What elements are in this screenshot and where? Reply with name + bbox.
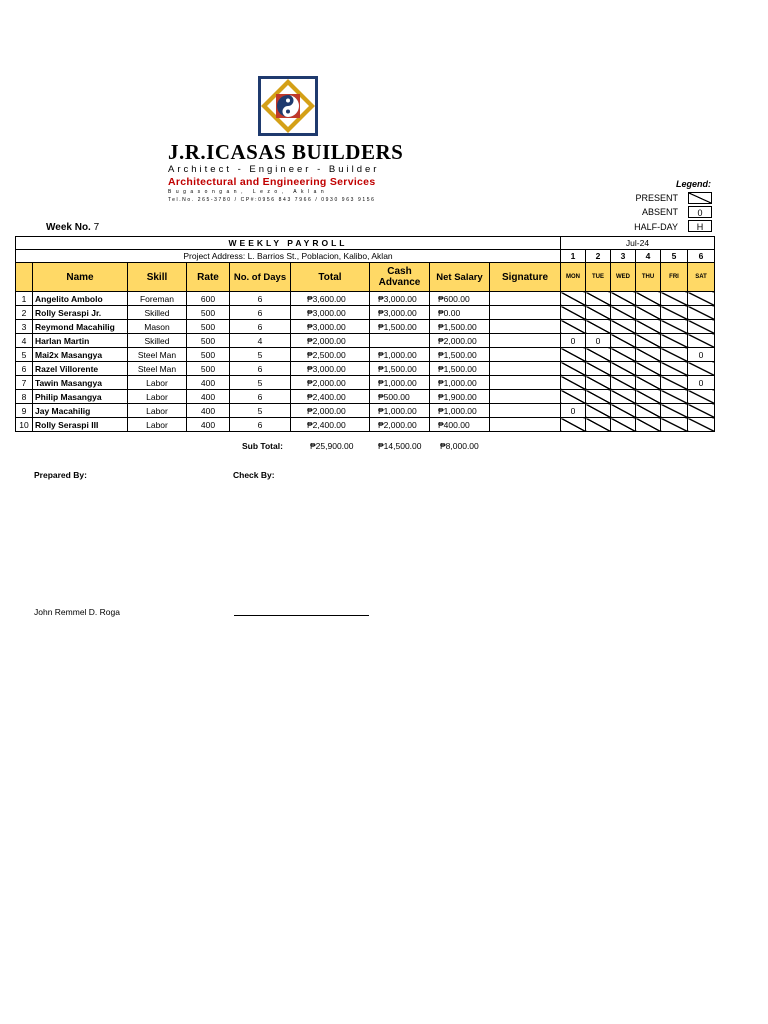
employee-rate: 500 [187,348,230,362]
employee-cash-advance: ₱3,000.00 [370,292,430,306]
company-address: Bugasongan, Lezo, Aklan [168,189,329,195]
table-row [16,334,715,348]
employee-skill: Labor [128,376,187,390]
payroll-table [15,236,715,432]
employee-name: Reymond Macahilig [33,320,128,334]
company-contact: Tel.No. 265-3780 / CP#:0956 843 7966 / 0930 963 9156 [168,197,376,203]
employee-skill: Labor [128,390,187,404]
attendance-cell [611,404,636,418]
employee-days: 6 [230,418,291,432]
employee-days: 6 [230,362,291,376]
row-number: 6 [16,362,33,376]
employee-cash-advance: ₱3,000.00 [370,306,430,320]
employee-days: 5 [230,376,291,390]
employee-rate: 400 [187,404,230,418]
header-day-tue: TUE [586,263,611,292]
attendance-cell [561,292,586,306]
day-number: 1 [561,250,586,263]
header-day-sat: SAT [688,263,715,292]
employee-signature [490,292,561,306]
attendance-cell [636,404,661,418]
attendance-cell [636,306,661,320]
employee-signature [490,320,561,334]
row-number: 3 [16,320,33,334]
legend-present-label: PRESENT [635,193,678,203]
attendance-cell: 0 [561,334,586,348]
day-number: 3 [611,250,636,263]
employee-total: ₱3,600.00 [291,292,370,306]
row-number: 2 [16,306,33,320]
attendance-cell [561,362,586,376]
header-day-thu: THU [636,263,661,292]
row-number: 10 [16,418,33,432]
row-number: 8 [16,390,33,404]
attendance-cell [661,292,688,306]
attendance-cell [661,320,688,334]
employee-cash-advance: ₱1,000.00 [370,404,430,418]
attendance-cell [611,390,636,404]
attendance-cell: 0 [688,376,715,390]
attendance-cell [611,292,636,306]
employee-net-salary: ₱1,500.00 [430,362,490,376]
attendance-cell [636,348,661,362]
employee-days: 4 [230,334,291,348]
week-value: 7 [93,222,100,233]
header-days: No. of Days [230,263,291,292]
legend-present-mark [688,192,712,204]
employee-net-salary: ₱1,000.00 [430,376,490,390]
employee-days: 6 [230,306,291,320]
employee-signature [490,390,561,404]
day-number: 4 [636,250,661,263]
employee-skill: Skilled [128,306,187,320]
employee-rate: 500 [187,334,230,348]
employee-rate: 400 [187,390,230,404]
employee-signature [490,306,561,320]
attendance-cell [636,418,661,432]
row-number: 7 [16,376,33,390]
row-number: 4 [16,334,33,348]
day-number: 2 [586,250,611,263]
employee-total: ₱3,000.00 [291,362,370,376]
employee-days: 5 [230,404,291,418]
employee-rate: 600 [187,292,230,306]
attendance-cell [688,390,715,404]
attendance-cell [636,362,661,376]
attendance-cell [636,320,661,334]
header-day-fri: FRI [661,263,688,292]
attendance-cell [611,418,636,432]
employee-name: Rolly Seraspi III [33,418,128,432]
employee-net-salary: ₱0.00 [430,306,490,320]
table-row [16,292,715,306]
employee-total: ₱3,000.00 [291,306,370,320]
attendance-cell [561,418,586,432]
employee-days: 6 [230,390,291,404]
attendance-cell [586,362,611,376]
payroll-rows [16,292,715,432]
attendance-cell: 0 [688,348,715,362]
header-cash-advance: Cash Advance [370,263,430,292]
subtotal-advance: ₱14,500.00 [378,441,422,451]
attendance-cell [586,376,611,390]
employee-rate: 500 [187,306,230,320]
header-name: Name [33,263,128,292]
day-number: 6 [688,250,715,263]
employee-cash-advance: ₱2,000.00 [370,418,430,432]
employee-name: Jay Macahilig [33,404,128,418]
header-rate: Rate [187,263,230,292]
table-row [16,306,715,320]
employee-cash-advance: ₱1,500.00 [370,320,430,334]
employee-cash-advance: ₱1,000.00 [370,348,430,362]
attendance-cell [586,306,611,320]
employee-total: ₱2,000.00 [291,404,370,418]
employee-name: Angelito Ambolo [33,292,128,306]
row-number: 9 [16,404,33,418]
header-total: Total [291,263,370,292]
employee-net-salary: ₱600.00 [430,292,490,306]
attendance-cell [661,390,688,404]
attendance-cell [561,390,586,404]
legend-title: Legend: [676,179,711,189]
employee-signature [490,376,561,390]
employee-name: Rolly Seraspi Jr. [33,306,128,320]
attendance-cell [688,320,715,334]
attendance-cell [688,418,715,432]
attendance-cell [611,362,636,376]
table-row [16,376,715,390]
table-row [16,418,715,432]
employee-signature [490,418,561,432]
legend-halfday-label: HALF-DAY [634,222,678,232]
attendance-cell [586,404,611,418]
attendance-cell [636,390,661,404]
attendance-cell [636,376,661,390]
preparer-name: John Remmel D. Roga [34,607,120,617]
header-day-wed: WED [611,263,636,292]
header-skill: Skill [128,263,187,292]
company-logo-icon [258,76,318,136]
day-number: 5 [661,250,688,263]
legend-absent-label: ABSENT [641,207,678,217]
attendance-cell [688,292,715,306]
header-net-salary: Net Salary [430,263,490,292]
legend-absent-mark: 0 [688,206,712,218]
attendance-cell [586,348,611,362]
check-by-label: Check By: [233,470,275,480]
employee-signature [490,404,561,418]
attendance-cell [636,334,661,348]
week-number [46,222,99,233]
employee-total: ₱2,400.00 [291,418,370,432]
attendance-cell [611,306,636,320]
company-tagline: Architect - Engineer - Builder [168,164,380,175]
attendance-cell: 0 [586,334,611,348]
company-header [168,140,413,204]
row-number: 1 [16,292,33,306]
attendance-cell [636,292,661,306]
company-name: J.R.ICASAS BUILDERS [168,140,404,164]
employee-cash-advance [370,334,430,348]
legend-halfday-mark: H [688,220,712,232]
attendance-cell [688,334,715,348]
attendance-cell [611,334,636,348]
header-day-mon: MON [561,263,586,292]
employee-skill: Steel Man [128,348,187,362]
employee-total: ₱2,500.00 [291,348,370,362]
employee-net-salary: ₱1,500.00 [430,320,490,334]
employee-rate: 500 [187,320,230,334]
attendance-cell [561,320,586,334]
employee-net-salary: ₱1,500.00 [430,348,490,362]
table-row [16,320,715,334]
attendance-cell [611,348,636,362]
table-row [16,348,715,362]
payroll-month: Jul-24 [561,237,715,250]
employee-skill: Foreman [128,292,187,306]
employee-total: ₱2,000.00 [291,334,370,348]
row-number: 5 [16,348,33,362]
attendance-cell [661,418,688,432]
project-address: Project Address: L. Barrios St., Poblacion, Kalibo, Aklan [16,250,561,263]
subtotal-total: ₱25,900.00 [310,441,354,451]
attendance-cell [586,320,611,334]
employee-rate: 400 [187,418,230,432]
employee-total: ₱2,000.00 [291,376,370,390]
employee-net-salary: ₱1,900.00 [430,390,490,404]
table-row [16,390,715,404]
employee-name: Philip Masangya [33,390,128,404]
checker-signature-line [234,615,369,616]
subtotal-net: ₱8,000.00 [440,441,479,451]
header-no [16,263,33,292]
attendance-cell [586,390,611,404]
employee-cash-advance: ₱1,500.00 [370,362,430,376]
attendance-cell [661,362,688,376]
attendance-cell [688,362,715,376]
employee-total: ₱3,000.00 [291,320,370,334]
attendance-cell [611,320,636,334]
attendance-cell [561,348,586,362]
employee-cash-advance: ₱500.00 [370,390,430,404]
employee-days: 6 [230,320,291,334]
table-row [16,362,715,376]
employee-skill: Skilled [128,334,187,348]
employee-name: Mai2x Masangya [33,348,128,362]
attendance-cell [586,292,611,306]
attendance-cell [586,418,611,432]
table-row [16,404,715,418]
employee-name: Tawin Masangya [33,376,128,390]
attendance-cell [611,376,636,390]
employee-signature [490,362,561,376]
employee-total: ₱2,400.00 [291,390,370,404]
employee-signature [490,334,561,348]
prepared-by-label: Prepared By: [34,470,87,480]
subtotal-label: Sub Total: [242,441,283,451]
employee-name: Harlan Martin [33,334,128,348]
employee-skill: Labor [128,404,187,418]
employee-rate: 500 [187,362,230,376]
attendance-cell [661,348,688,362]
employee-signature [490,348,561,362]
attendance-cell [561,306,586,320]
header-signature: Signature [490,263,561,292]
employee-skill: Steel Man [128,362,187,376]
company-services: Architectural and Engineering Services [168,176,376,188]
employee-cash-advance: ₱1,000.00 [370,376,430,390]
week-label: Week No. [46,222,91,233]
attendance-cell [561,376,586,390]
employee-days: 5 [230,348,291,362]
employee-net-salary: ₱1,000.00 [430,404,490,418]
employee-days: 6 [230,292,291,306]
attendance-cell [661,404,688,418]
attendance-cell [661,306,688,320]
payroll-title: WEEKLY PAYROLL [16,237,561,250]
attendance-cell: 0 [561,404,586,418]
employee-net-salary: ₱400.00 [430,418,490,432]
employee-net-salary: ₱2,000.00 [430,334,490,348]
attendance-cell [661,376,688,390]
employee-skill: Mason [128,320,187,334]
attendance-cell [688,404,715,418]
attendance-cell [661,334,688,348]
employee-name: Razel Villorente [33,362,128,376]
employee-skill: Labor [128,418,187,432]
attendance-cell [688,306,715,320]
employee-rate: 400 [187,376,230,390]
